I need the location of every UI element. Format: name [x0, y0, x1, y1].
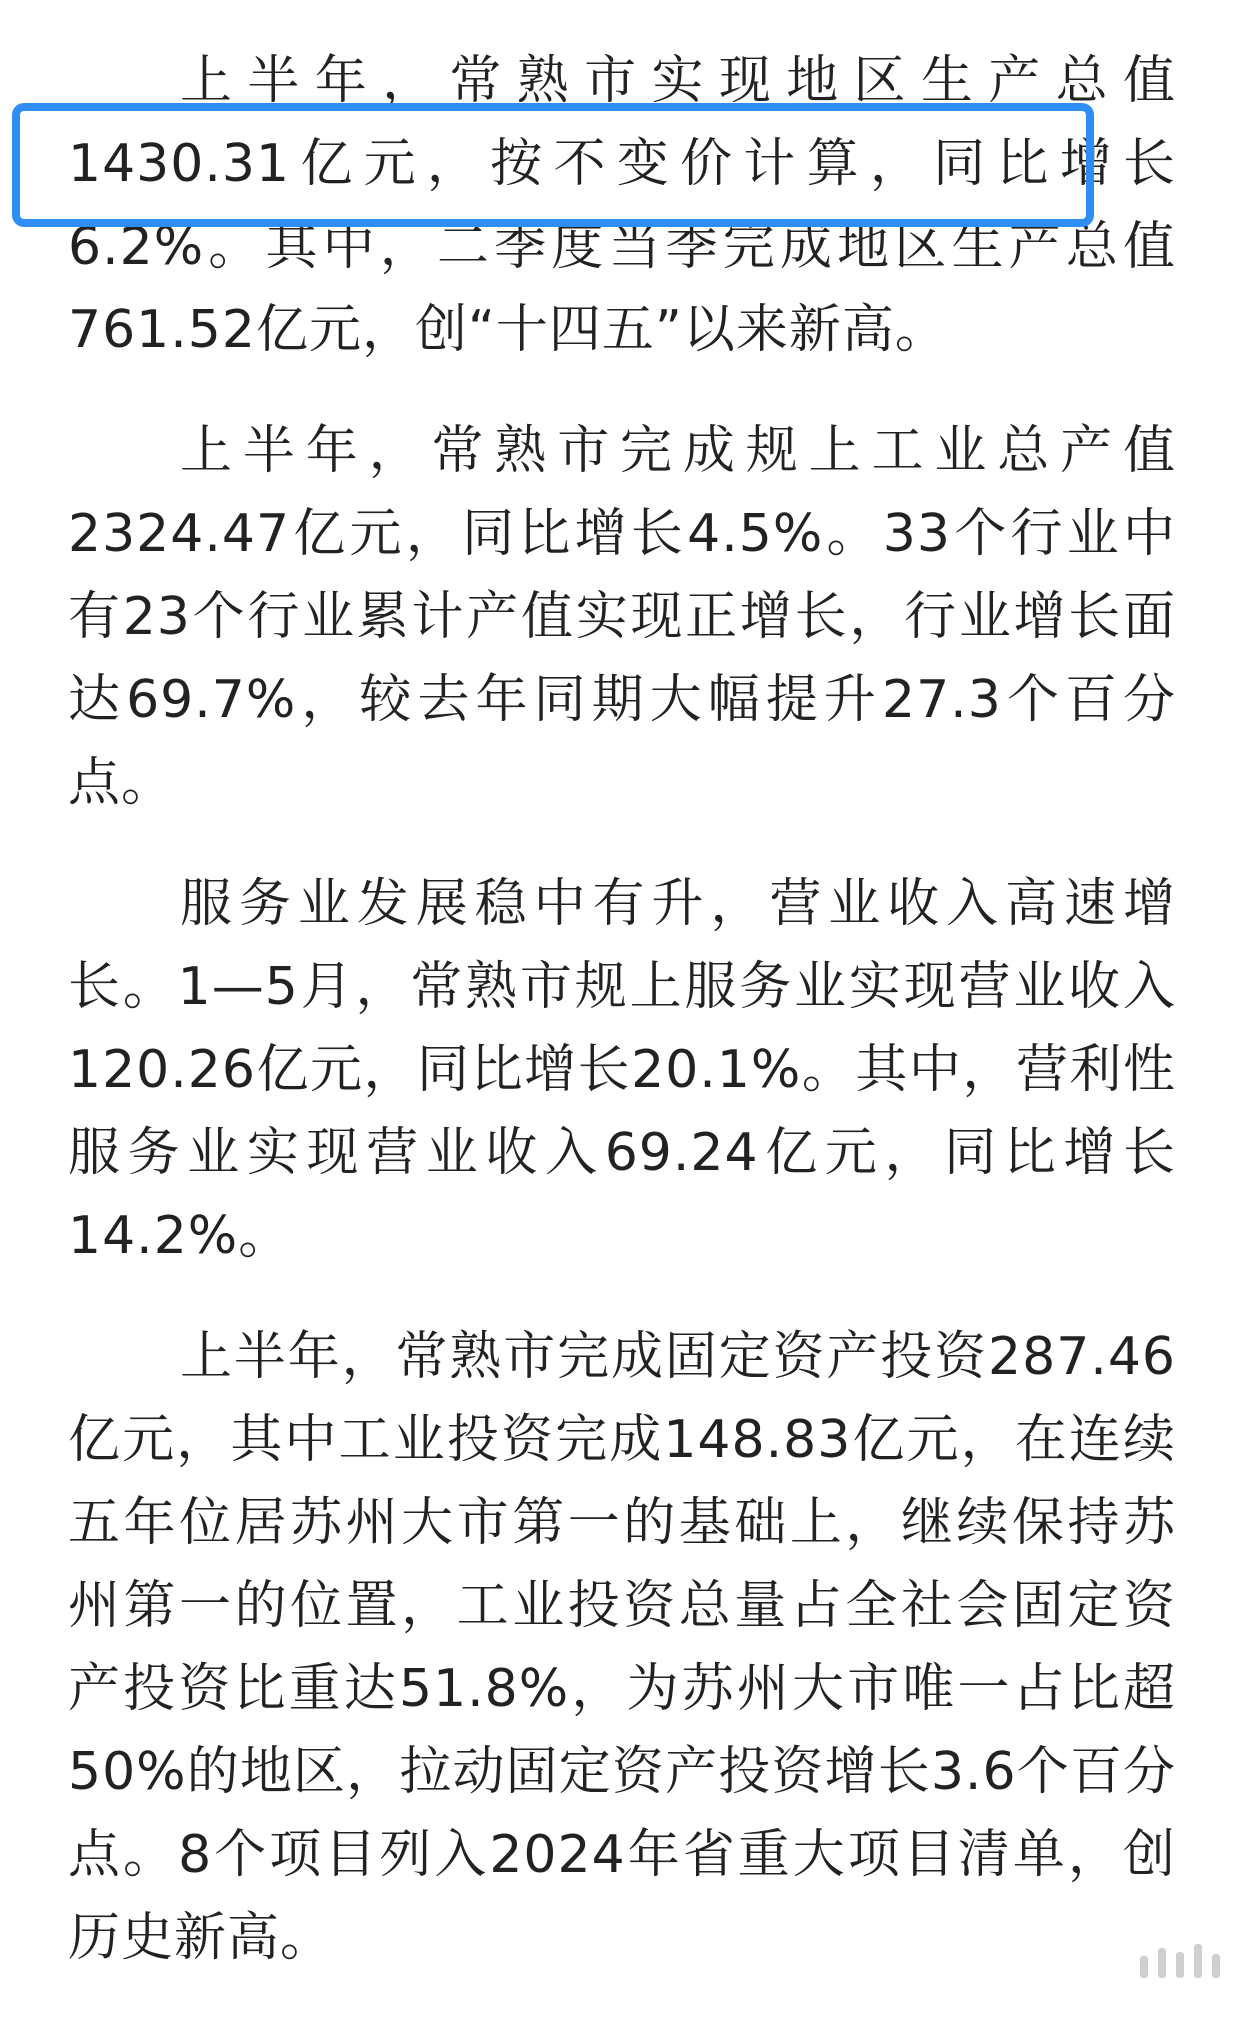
watermark-bar: [1194, 1944, 1202, 1978]
paragraph-industrial-output: 上半年，常熟市完成规上工业总产值2324.47亿元，同比增长4.5%。33个行业中有23个行业累计产值实现正增长，行业增长面达69.7%，较去年同期大幅提升27.3个百分点。: [68, 421, 1176, 813]
paragraph-investment: 上半年，常熟市完成固定资产投资287.46亿元，其中工业投资完成148.83亿元，在连续五年位居苏州大市第一的基础上，继续保持苏州第一的位置，工业投资总量占全社会固定资产投资比重达51.8%，为苏州大市唯一占比超50%的地区，拉动固定资产投资增长3.6个百分点。8个项目列入2024年省重大项目清单，创历史新高。: [68, 1327, 1176, 1968]
watermark-bar: [1140, 1956, 1148, 1978]
watermark-bar: [1158, 1948, 1166, 1978]
watermark-bar: [1176, 1952, 1184, 1978]
paragraph-services: 服务业发展稳中有升，营业收入高速增长。1—5月，常熟市规上服务业实现营业收入120.26亿元，同比增长20.1%。其中，营利性服务业实现营业收入69.24亿元，同比增长14.2%。: [68, 874, 1176, 1266]
watermark-bar: [1212, 1954, 1220, 1978]
article-body: [68, 40, 1176, 2018]
paragraph-gdp: 上半年，常熟市实现地区生产总值1430.31亿元，按不变价计算，同比增长6.2%。其中，二季度当季完成地区生产总值761.52亿元，创“十四五”以来新高。: [68, 51, 1176, 360]
signal-bars-icon: [1140, 1944, 1220, 1978]
